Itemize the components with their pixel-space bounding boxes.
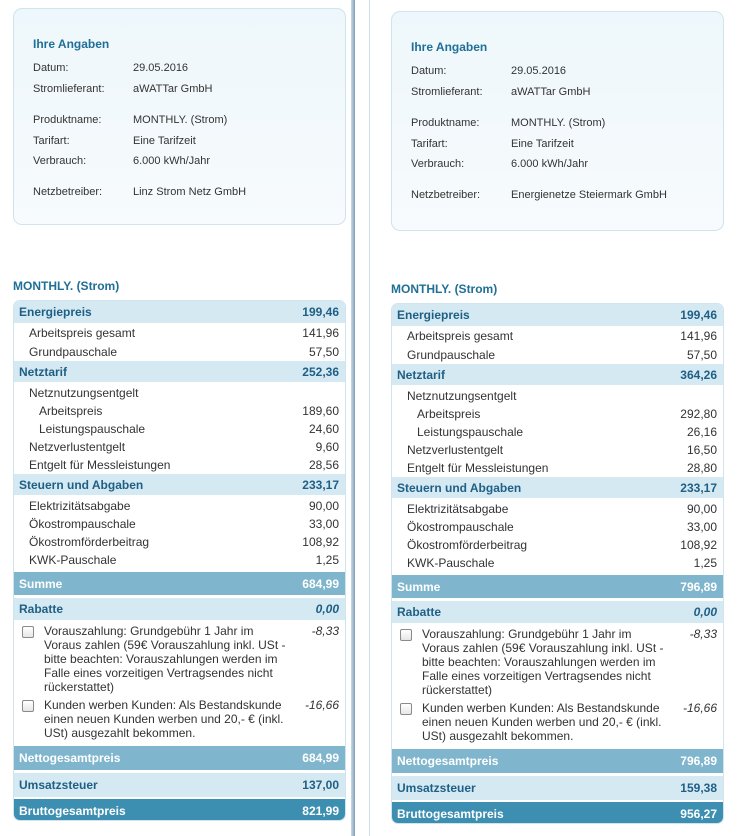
row-arbeitspreis: Arbeitspreis 189,60 [39, 403, 339, 418]
info-value-netzbetreiber: Linz Strom Netz GmbH [133, 186, 247, 198]
row-netztarif: Netztarif 364,26 [392, 364, 723, 385]
row-arbeitspreis-gesamt: Arbeitspreis gesamt 141,96 [29, 325, 339, 340]
product-title: MONTHLY. (Strom) [391, 282, 498, 296]
row-leistungspauschale: Leistungspauschale 26,16 [417, 424, 717, 439]
info-label-netzbetreiber: Netzbetreiber: [411, 189, 481, 201]
price-breakdown-table [13, 300, 346, 821]
info-box [13, 8, 346, 225]
info-label-netzbetreiber: Netzbetreiber: [33, 186, 103, 198]
info-value-verbrauch: 6.000 kWh/Jahr [511, 158, 589, 170]
info-value-tarifart: Eine Tarifzeit [511, 138, 574, 150]
info-title: Ihre Angaben [411, 40, 488, 54]
rebate-vorauszahlung-amount: -8,33 [311, 624, 339, 638]
row-arbeitspreis: Arbeitspreis 292,80 [417, 406, 717, 421]
info-label-stromlieferant: Stromlieferant: [33, 83, 105, 95]
row-steuern-und-abgaben: Steuern und Abgaben 233,17 [14, 474, 345, 495]
info-value-stromlieferant: aWATTar GmbH [133, 83, 213, 95]
rebate-kunden-werben-amount: -16,66 [682, 701, 717, 715]
rebate-kunden-werben-checkbox[interactable] [22, 700, 34, 712]
info-label-tarifart: Tarifart: [411, 138, 448, 150]
row-oekostrompauschale: Ökostrompauschale 33,00 [29, 516, 339, 531]
info-title: Ihre Angaben [33, 37, 110, 51]
row-netznutzungsentgelt: Netznutzungsentgelt [29, 385, 139, 400]
info-value-stromlieferant: aWATTar GmbH [511, 86, 591, 98]
info-value-datum: 29.05.2016 [511, 65, 567, 77]
row-grundpauschale: Grundpauschale 57,50 [29, 344, 339, 359]
row-energiepreis: Energiepreis 199,46 [392, 304, 723, 326]
info-value-tarifart: Eine Tarifzeit [133, 135, 196, 147]
row-oekostromfoerderbeitrag: Ökostromförderbeitrag 108,92 [407, 537, 717, 552]
row-steuern-und-abgaben: Steuern und Abgaben 233,17 [392, 477, 723, 498]
row-nettogesamtpreis: Nettogesamtpreis 796,89 [392, 749, 723, 773]
row-rabatte: Rabatte 0,00 [14, 598, 345, 620]
row-leistungspauschale: Leistungspauschale 24,60 [39, 421, 339, 436]
rebate-kunden-werben: Kunden werben Kunden: Als Bestandskunde einen neuen Kunden werben und 20,- € (inkl. USt) ausgezahlt bekommen. -16,66 [392, 701, 723, 745]
row-umsatzsteuer: Umsatzsteuer 159,38 [392, 776, 723, 800]
info-label-verbrauch: Verbrauch: [411, 158, 465, 170]
rebate-kunden-werben-amount: -16,66 [304, 698, 339, 712]
row-kwk-pauschale: KWK-Pauschale 1,25 [407, 555, 717, 570]
row-energiepreis: Energiepreis 199,46 [14, 301, 345, 323]
info-label-tarifart: Tarifart: [33, 135, 70, 147]
rebate-kunden-werben: Kunden werben Kunden: Als Bestandskunde einen neuen Kunden werben und 20,- € (inkl. USt) ausgezahlt bekommen. -16,66 [14, 698, 345, 742]
row-messleistungen: Entgelt für Messleistungen 28,80 [407, 460, 717, 475]
row-messleistungen: Entgelt für Messleistungen 28,56 [29, 457, 339, 472]
info-value-verbrauch: 6.000 kWh/Jahr [133, 155, 211, 167]
info-value-produktname: MONTHLY. (Strom) [133, 114, 228, 126]
info-value-netzbetreiber: Energienetze Steiermark GmbH [511, 189, 667, 201]
row-netznutzungsentgelt: Netznutzungsentgelt [407, 388, 517, 403]
info-value-datum: 29.05.2016 [133, 62, 189, 74]
row-summe: Summe 796,89 [392, 575, 723, 598]
info-value-produktname: MONTHLY. (Strom) [511, 117, 606, 129]
rebate-kunden-werben-checkbox[interactable] [400, 703, 412, 715]
row-bruttogesamtpreis: Bruttogesamtpreis 821,99 [14, 799, 345, 821]
row-grundpauschale: Grundpauschale 57,50 [407, 347, 717, 362]
rebate-vorauszahlung-checkbox[interactable] [22, 626, 34, 638]
row-netzverlustentgelt: Netzverlustentgelt 9,60 [29, 439, 339, 454]
info-label-produktname: Produktname: [411, 117, 480, 129]
info-label-stromlieferant: Stromlieferant: [411, 86, 483, 98]
info-label-verbrauch: Verbrauch: [33, 155, 87, 167]
info-label-produktname: Produktname: [33, 114, 102, 126]
row-oekostromfoerderbeitrag: Ökostromförderbeitrag 108,92 [29, 534, 339, 549]
product-title: MONTHLY. (Strom) [13, 279, 120, 293]
rebate-vorauszahlung: Vorauszahlung: Grundgebühr 1 Jahr im Voraus zahlen (59€ Vorauszahlung inkl. USt - bitte beachten: Vorauszahlungen werden im Falle eines vorzeitigen Vertragsendes nicht rückerstattet) -8,33 [392, 627, 723, 699]
row-umsatzsteuer: Umsatzsteuer 137,00 [14, 773, 345, 797]
row-rabatte: Rabatte 0,00 [392, 601, 723, 623]
row-bruttogesamtpreis: Bruttogesamtpreis 956,27 [392, 802, 723, 824]
row-netzverlustentgelt: Netzverlustentgelt 16,50 [407, 442, 717, 457]
row-summe: Summe 684,99 [14, 572, 345, 595]
rebate-vorauszahlung-checkbox[interactable] [400, 629, 412, 641]
rebate-vorauszahlung: Vorauszahlung: Grundgebühr 1 Jahr im Voraus zahlen (59€ Vorauszahlung inkl. USt - bitte beachten: Vorauszahlungen werden im Falle eines vorzeitigen Vertragsendes nicht rückerstattet) -8,33 [14, 624, 345, 696]
rebate-vorauszahlung-amount: -8,33 [689, 627, 717, 641]
info-label-datum: Datum: [411, 65, 447, 77]
row-elektrizitaetsabgabe: Elektrizitätsabgabe 90,00 [407, 501, 717, 516]
row-nettogesamtpreis: Nettogesamtpreis 684,99 [14, 746, 345, 770]
info-box [391, 11, 724, 231]
price-breakdown-table [391, 303, 724, 824]
row-oekostrompauschale: Ökostrompauschale 33,00 [407, 519, 717, 534]
tariff-panel-left [0, 0, 356, 836]
tariff-panel-right [368, 0, 739, 836]
row-netztarif: Netztarif 252,36 [14, 361, 345, 382]
row-arbeitspreis-gesamt: Arbeitspreis gesamt 141,96 [407, 328, 717, 343]
info-label-datum: Datum: [33, 62, 69, 74]
row-kwk-pauschale: KWK-Pauschale 1,25 [29, 552, 339, 567]
row-elektrizitaetsabgabe: Elektrizitätsabgabe 90,00 [29, 498, 339, 513]
